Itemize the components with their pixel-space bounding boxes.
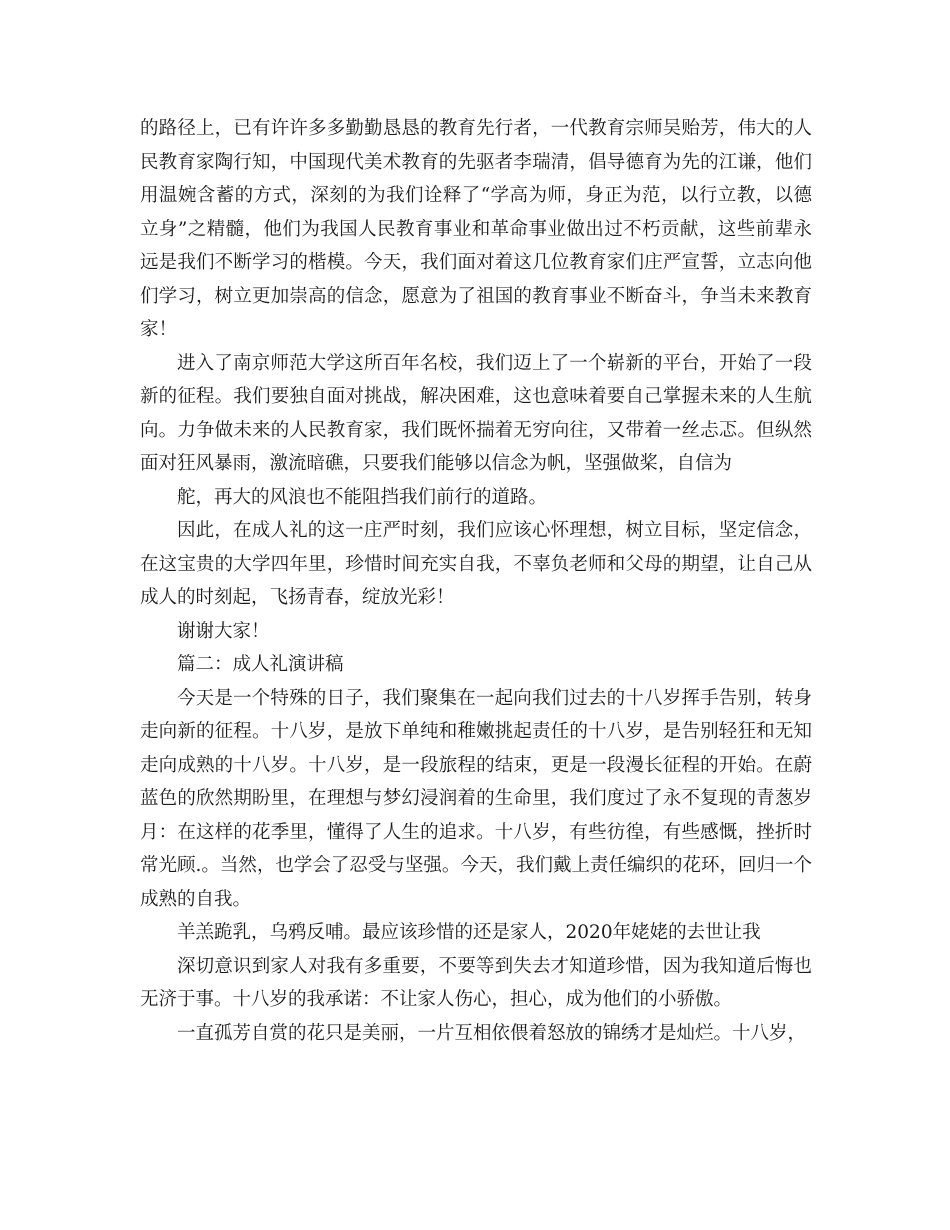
document-body [140,112,812,1050]
paragraph-2: 进入了南京师范大学这所百年名校，我们迈上了一个崭新的平台，开始了一段新的征程。我们要独自面对挑战，解决困难，这也意味着要自己掌握未来的人生航向。力争做未来的人民教育家，我们既怀揣着无穷向往，又带着一丝忐忑。但纵然面对狂风暴雨，激流暗礁，只要我们能够以信念为帆，坚强做桨，自信为 [140,352,812,474]
paragraph-6: 羊羔跪乳，乌鸦反哺。最应该珍惜的还是家人，2020年姥姥的去世让我 [177,922,761,943]
paragraph-1: 的路径上，已有许许多多勤勤恳恳的教育先行者，一代教育宗师吴贻芳，伟大的人民教育家陶行知，中国现代美术教育的先驱者李瑞清，倡导德育为先的江谦，他们用温婉含蓄的方式，深刻的为我们诠释了“学高为师，身正为范，以行立教，以德立身”之精髓，他们为我国人民教育事业和革命事业做出过不朽贡献，这些前辈永远是我们不断学习的楷模。今天，我们面对着这几位教育家们庄严宣誓，立志向他们学习，树立更加崇高的信念，愿意为了祖国的教育事业不断奋斗，争当未来教育家！ [140,118,812,340]
closing-thanks: 谢谢大家！ [177,620,270,642]
paragraph-3: 舵，再大的风浪也不能阻挡我们前行的道路。 [177,486,548,508]
paragraph-5: 今天是一个特殊的日子，我们聚集在一起向我们过去的十八岁挥手告别，转身走向新的征程。十八岁，是放下单纯和稚嫩挑起责任的十八岁，是告别轻狂和无知走向成熟的十八岁。十八岁，是一段旅程的结束，更是一段漫长征程的开始。在蔚蓝色的欣然期盼里，在理想与梦幻浸润着的生命里，我们度过了永不复现的青葱岁月：在这样的花季里，懂得了人生的追求。十八岁，有些彷徨，有些感慨，挫折时常光顾.。当然，也学会了忍受与坚强。今天，我们戴上责任编织的花环，回归一个成熟的自我。 [140,687,812,910]
paragraph-4: 因此，在成人礼的这一庄严时刻，我们应该心怀理想，树立目标，坚定信念，在这宝贵的大学四年里，珍惜时间充实自我，不辜负老师和父母的期望，让自己从成人的时刻起，飞扬青春，绽放光彩！ [140,520,812,608]
section-heading: 篇二：成人礼演讲稿 [177,654,344,675]
paragraph-8: 一直孤芳自赏的花只是美丽，一片互相依偎着怒放的锦绣才是灿烂。十八岁， [177,1022,807,1044]
paragraph-7: 深切意识到家人对我有多重要，不要等到失去才知道珍惜，因为我知道后悔也无济于事。十八岁的我承诺：不让家人伤心，担心，成为他们的小骄傲。 [140,955,812,1010]
